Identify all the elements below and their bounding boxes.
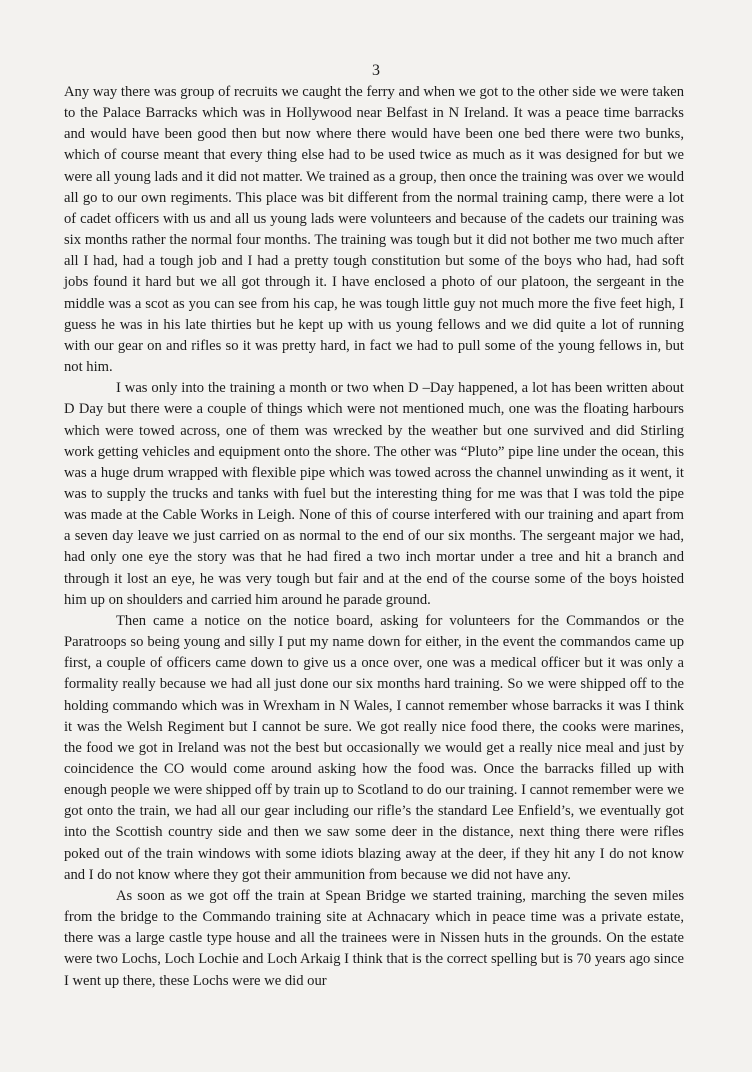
paragraph-2: I was only into the training a month or two when D –Day happened, a lot has been written about D Day but there were a couple of things which were not mentioned much, one was the floating harbours which were towed across, one of them was wrecked by the weather but one survived and did Stirling work getting vehicles and equipment onto the shore. The other was “Pluto” pipe line under the ocean, this was a huge drum wrapped with flexible pipe which was towed across the channel unwinding as it went, it was to supply the trucks and tanks with fuel but the interesting thing for me was that I was told the pipe was made at the Cable Works in Leigh. None of this of course interfered with our training and apart from a seven day leave we just carried on as normal to the end of our six months. The sergeant major we had, had only one eye the story was that he had fired a two inch mortar under a tree and hit a branch and through it lost an eye, he was very tough but fair and at the end of the course some of the boys hoisted him up on shoulders and carried him around he parade ground. (64, 380, 684, 608)
paragraph-4: As soon as we got off the train at Spean Bridge we started training, marching the seven miles from the bridge to the Commando training site at Achnacary which in peace time was a private estate, there was a large castle type house and all the trainees were in Nissen huts in the grounds. On the estate were two Lochs, Loch Lochie and Loch Arkaig I think that is the correct spelling but is 70 years ago since I went up there, these Lochs were we did our (64, 887, 684, 989)
page-number: 3 (372, 62, 380, 79)
paragraph-1: Any way there was group of recruits we caught the ferry and when we got to the other side we were taken to the Palace Barracks which was in Hollywood near Belfast in N Ireland. It was a peace time barracks and would have been good then but now where there would have been one bed there were two bunks, which of course meant that every thing else had to be used twice as much as it was designed for but we were all young lads and it did not matter. We trained as a group, then once the training was over we would all go to our own regiments. This place was bit different from the normal training camp, there were a lot of cadet officers with us and all us young lads were volunteers and because of the cadets our training was six months rather the normal four months. The training was tough but it did not bother me two much after all I had, had a tough job and I had a pretty tough constitution but some of the boys who had, had soft jobs found it hard but we all got through it. I have enclosed a photo of our platoon, the sergeant in the middle was a scot as you can see from his cap, he was tough little guy not much more the five feet high, I guess he was in his late thirties but he kept up with us young fellows and we did quite a lot of running with our gear on and rifles so it was pretty hard, in fact we had to pull some of the young fellows in, but not him. (64, 84, 684, 376)
paragraph-3: Then came a notice on the notice board, asking for volunteers for the Commandos or the Paratroops so being young and silly I put my name down for either, in the event the commandos came up first, a couple of officers came down to give us a once over, one was a medical officer but it was only a formality really because we had all just done our six months hard training. So we were shipped off to the holding commando which was in Wrexham in N Wales, I cannot remember whose barracks it was I think it was the Welsh Regiment but I cannot be sure. We got really nice food there, the cooks were marines, the food we got in Ireland was not the best but occasionally we would get a really nice meal and just by coincidence the CO would come around asking how the food was. Once the barracks filled up with enough people we were shipped off by train up to Scotland to do our training. I cannot remember were we got onto the train, we had all our gear including our rifle’s the standard Lee Enfield’s, we eventually got into the Scottish country side and then we saw some deer in the distance, next thing there were rifles poked out of the train windows with some idiots blazing away at the deer, if they hit any I do not know and I do not know where they got their ammunition from because we did not have any. (64, 612, 684, 883)
body-text (64, 82, 684, 992)
